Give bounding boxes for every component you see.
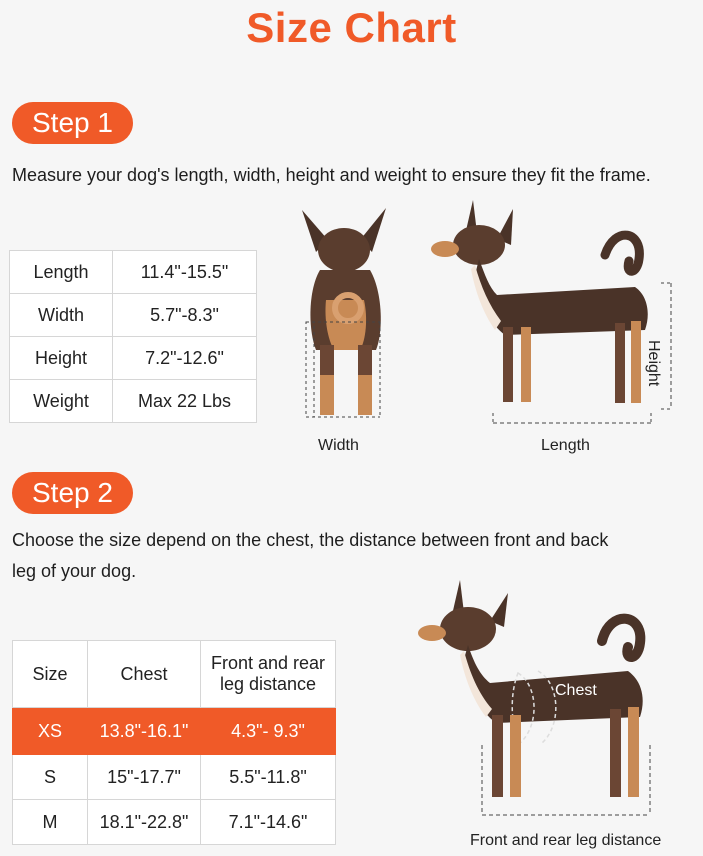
row-value: Max 22 Lbs <box>113 380 257 423</box>
header-leg-line-1: Front and rear <box>210 653 326 673</box>
table-row <box>10 380 257 423</box>
cell-leg: 5.5"-11.8" <box>201 755 336 800</box>
cell-size: S <box>13 755 88 800</box>
page-title: Size Chart <box>246 4 457 51</box>
table-row <box>10 294 257 337</box>
leg-distance-label: Front and rear leg distance <box>470 832 662 849</box>
cell-leg: 7.1"-14.6" <box>201 800 336 845</box>
step-2-description-line-1: Choose the size depend on the chest, the distance between front and back <box>12 530 609 550</box>
row-value: 11.4"-15.5" <box>113 251 257 294</box>
row-label: Height <box>10 337 113 380</box>
size-table <box>12 640 336 845</box>
dog-side-view-image <box>425 195 685 435</box>
step-1-badge: Step 1 <box>12 102 133 144</box>
height-label: Height <box>645 340 662 387</box>
header-size: Size <box>13 641 88 708</box>
dog-rear-view-image <box>290 200 400 430</box>
length-label: Length <box>541 437 590 454</box>
width-label: Width <box>318 437 359 454</box>
cell-size: XS <box>13 708 88 755</box>
table-header-row <box>13 641 336 708</box>
table-row <box>10 251 257 294</box>
header-chest: Chest <box>88 641 201 708</box>
row-label: Weight <box>10 380 113 423</box>
header-leg-distance <box>201 641 336 708</box>
cell-leg: 4.3"- 9.3" <box>201 708 336 755</box>
row-label: Width <box>10 294 113 337</box>
table-row <box>10 337 257 380</box>
step-2-badge: Step 2 <box>12 472 133 514</box>
row-value: 7.2"-12.6" <box>113 337 257 380</box>
chest-label: Chest <box>555 682 597 699</box>
cell-chest: 18.1"-22.8" <box>88 800 201 845</box>
step-2-description-line-2: leg of your dog. <box>12 561 137 581</box>
table-row <box>13 800 336 845</box>
dog-chest-view-image <box>410 575 680 825</box>
table-row <box>13 755 336 800</box>
cell-chest: 13.8"-16.1" <box>88 708 201 755</box>
cell-size: M <box>13 800 88 845</box>
step-1-description: Measure your dog's length, width, height and weight to ensure they fit the frame. <box>12 165 651 185</box>
cell-chest: 15"-17.7" <box>88 755 201 800</box>
header-leg-line-2: leg distance <box>219 674 317 694</box>
measurement-table <box>9 250 257 423</box>
row-value: 5.7"-8.3" <box>113 294 257 337</box>
row-label: Length <box>10 251 113 294</box>
table-row <box>13 708 336 755</box>
